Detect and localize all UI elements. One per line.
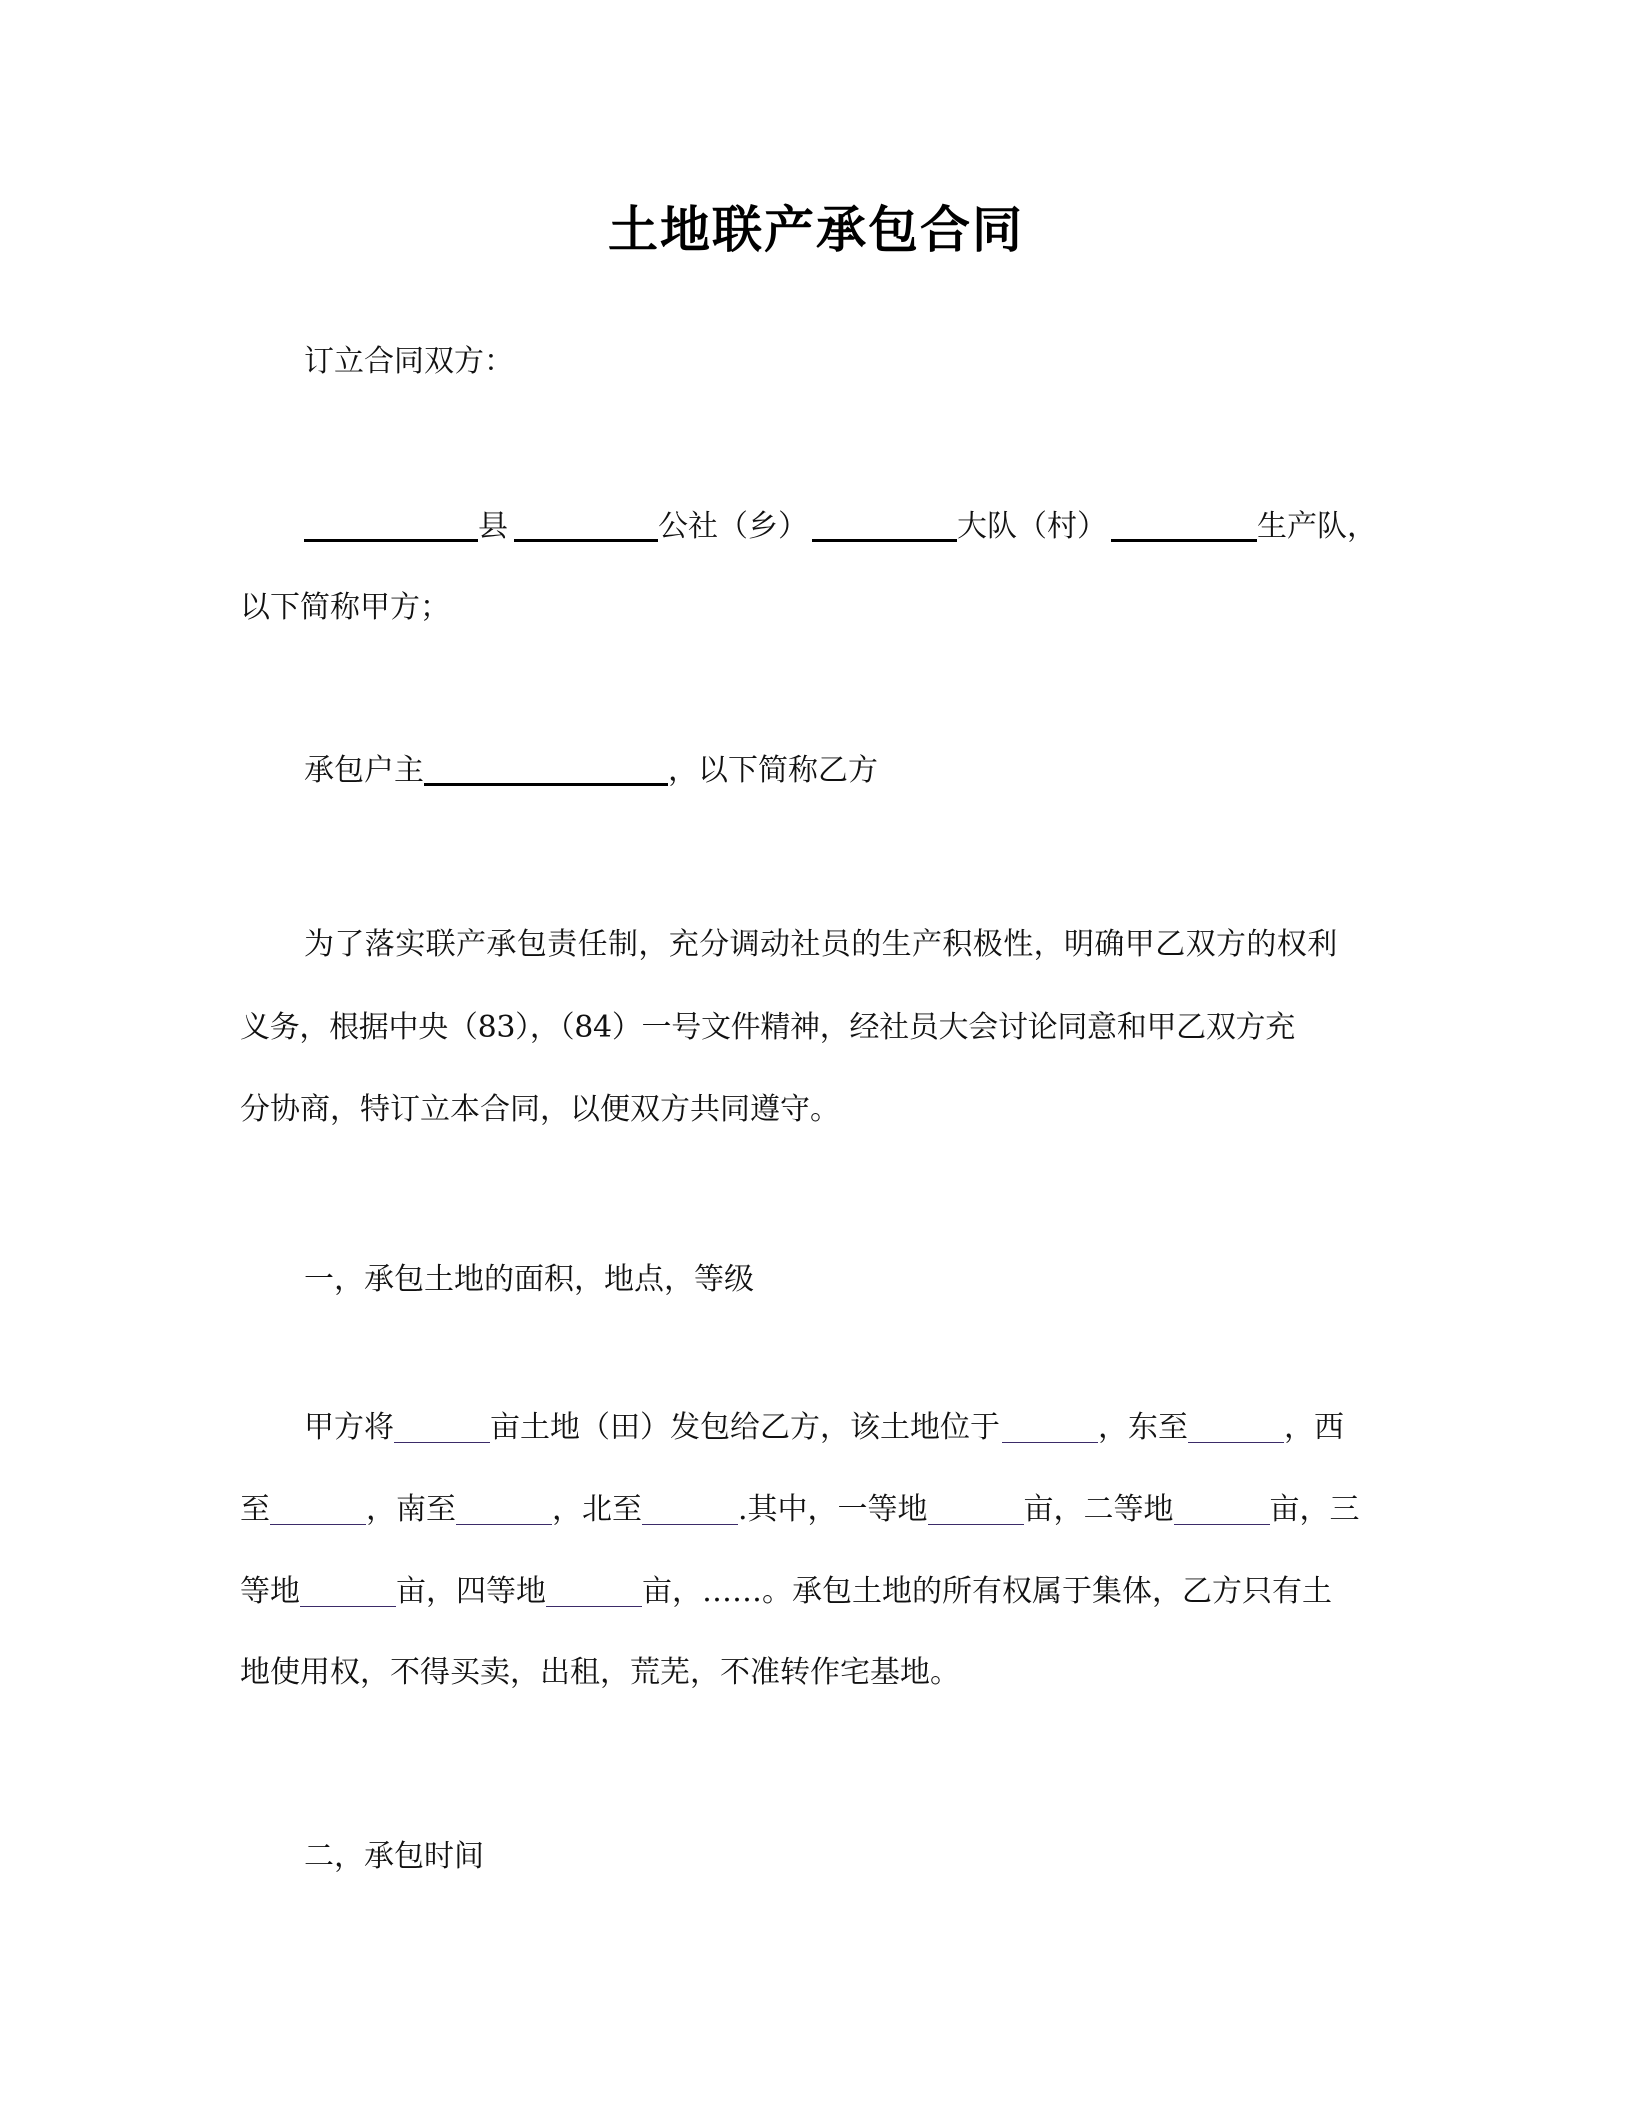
text-run: 等地: [240, 1574, 300, 1609]
area-blank[interactable]: [394, 1412, 490, 1443]
south-blank[interactable]: [456, 1494, 552, 1525]
team-blank[interactable]: [1111, 509, 1257, 542]
text-run: ，北至: [552, 1492, 642, 1527]
north-blank[interactable]: [642, 1494, 738, 1525]
party-b-prefix: 承包户主: [304, 753, 424, 788]
party-a-row: [304, 507, 1377, 547]
text-run: 亩土地（田）发包给乙方，该土地位于: [490, 1410, 1000, 1445]
grade-3-blank[interactable]: [300, 1576, 396, 1607]
text-run: 亩，四等地: [396, 1574, 546, 1609]
parties-label: 订立合同双方：: [304, 344, 514, 379]
party-a-suffix: 以下简称甲方；: [240, 590, 450, 625]
grade-2-blank[interactable]: [1174, 1494, 1270, 1525]
section-1-heading: 一，承包土地的面积，地点，等级: [304, 1262, 754, 1297]
grade-1-blank[interactable]: [928, 1494, 1024, 1525]
west-blank[interactable]: [270, 1494, 366, 1525]
text-run: ，西: [1284, 1410, 1344, 1445]
preamble-line-3: 分协商，特订立本合同，以便双方共同遵守。: [240, 1092, 840, 1127]
team-label: 生产队，: [1257, 509, 1377, 544]
section-2-heading: 二，承包时间: [304, 1839, 484, 1874]
brigade-label: 大队（村）: [957, 509, 1107, 544]
county-label: 县: [478, 509, 508, 544]
text-run: 至: [240, 1492, 270, 1527]
section-1-line-2: [240, 1490, 1360, 1530]
grade-4-blank[interactable]: [546, 1576, 642, 1607]
brigade-blank[interactable]: [812, 509, 957, 542]
commune-label: 公社（乡）: [658, 509, 808, 544]
section-1-line-1: [304, 1408, 1344, 1448]
text-run: .其中，一等地: [738, 1492, 928, 1527]
preamble-line-2: 义务，根据中央（83），（84）一号文件精神，经社员大会讨论同意和甲乙双方充: [240, 1010, 1295, 1045]
party-b-row: [304, 751, 878, 791]
commune-blank[interactable]: [514, 509, 658, 542]
county-blank[interactable]: [304, 509, 478, 542]
party-b-suffix: ，以下简称乙方: [668, 753, 878, 788]
text-run: 甲方将: [304, 1410, 394, 1445]
text-run: 亩，二等地: [1023, 1492, 1174, 1527]
location-blank[interactable]: [1002, 1412, 1098, 1443]
text-run: ，东至: [1098, 1410, 1188, 1445]
text-run: 亩，三: [1269, 1492, 1360, 1527]
text-run: 亩，……。承包土地的所有权属于集体，乙方只有土: [642, 1574, 1332, 1609]
document-title: 土地联产承包合同: [608, 201, 1024, 259]
section-1-line-4: 地使用权，不得买卖，出租，荒芜，不准转作宅基地。: [240, 1655, 960, 1690]
section-1-line-3: [240, 1572, 1332, 1612]
party-b-blank[interactable]: [424, 753, 668, 786]
preamble-line-1: 为了落实联产承包责任制，充分调动社员的生产积极性，明确甲乙双方的权利: [304, 927, 1338, 962]
east-blank[interactable]: [1188, 1412, 1284, 1443]
text-run: ，南至: [366, 1492, 456, 1527]
